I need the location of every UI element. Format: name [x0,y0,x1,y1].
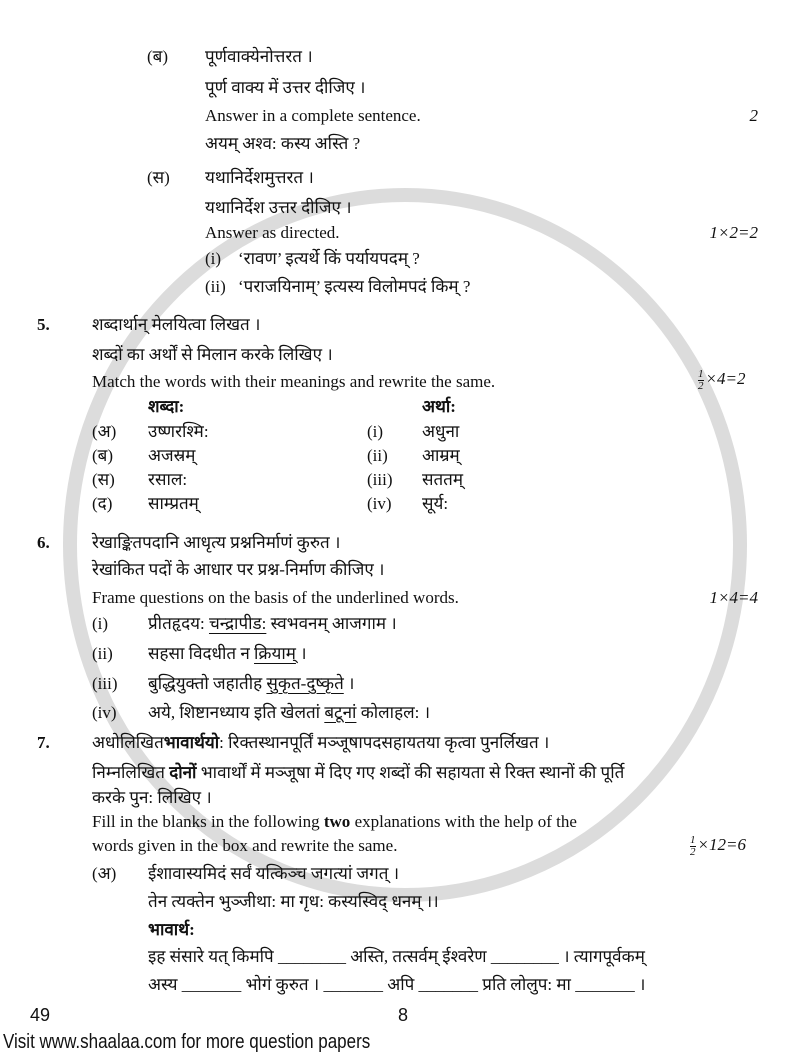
fraction-denominator: 2 [698,379,704,392]
q7-english-instruction [92,811,577,833]
q6-item-sentence [148,702,430,724]
q7a-label: (अ) [92,864,117,883]
q7-english-instruction-cont: words given in the box and rewrite the same. [92,836,398,855]
match-word: साम्प्रतम् [148,494,199,513]
q6-sanskrit-instruction: रेखाङ्कितपदानि आधृत्य प्रश्ननिर्माणं कुरुत । [92,533,341,552]
q5-number: 5. [37,315,50,334]
page-code: 49 [30,1005,51,1025]
bold-text: दोनों [169,763,197,782]
text: निम्नलिखित [92,763,170,782]
q4c-item-text: ‘रावण’ इत्यर्थे किं पर्यायपदम् ? [238,249,420,268]
q4c-marks: 1×2=2 [709,223,758,242]
page-number: 8 [398,1005,409,1025]
underlined-word: सुकृत-दुष्कृते [266,674,344,693]
sentence-text: सहसा विदधीत न [148,644,255,663]
q4b-sanskrit-instruction: पूर्णवाक्येनोत्तरत । [205,47,313,66]
text: भावार्थों में मञ्जूषा में दिए गए शब्दों की सहायता से रिक्त स्थानों की पूर्ति [196,763,625,782]
underlined-word: क्रियाम् [254,644,296,663]
q5-sanskrit-instruction: शब्दार्थान् मेलयित्वा लिखत । [92,315,261,334]
match-word: अजस्रम् [148,446,196,465]
sentence-text: बुद्धियुक्तो जहातीह [148,674,267,693]
text: : रिक्तस्थानपूर्तिं मञ्जूषापदसहायतया कृत्वा पुनर्लिखत । [219,733,550,752]
fraction-numerator: 1 [690,833,696,846]
marks-multiplier: ×4=2 [705,369,746,388]
match-roman: (iv) [367,494,392,513]
sentence-text: स्वभवनम् आजगाम । [266,614,397,633]
q6-number: 6. [37,533,50,552]
text: अधोलिखित [92,733,164,752]
q4b-label: (ब) [147,47,169,66]
q7-hindi-instruction-cont: करके पुन: लिखिए । [92,788,212,807]
marks-multiplier: ×12=6 [697,835,746,854]
q5-hindi-instruction: शब्दों का अर्थों से मिलान करके लिखिए । [92,345,333,364]
q4c-sanskrit-instruction: यथानिर्देशमुत्तरत । [205,168,314,187]
match-roman: (ii) [367,446,388,465]
match-roman: (i) [367,422,384,441]
match-meaning: आम्रम् [422,446,460,465]
fraction-numerator: 1 [698,367,704,380]
q6-item-num: (iii) [92,674,118,693]
q7-number: 7. [37,733,50,752]
q6-item-num: (ii) [92,644,113,663]
sentence-text: । [343,674,355,693]
footer-visit-link[interactable]: Visit www.shaalaa.com for more question papers [3,1031,371,1053]
q7-sanskrit-instruction [92,732,549,754]
match-roman: (iii) [367,470,393,489]
bold-text: भावार्थयो [163,733,220,752]
fraction [690,835,696,858]
text: explanations with the help of the [350,812,577,831]
q4b-english-instruction: Answer in a complete sentence. [205,106,421,125]
sentence-text: अये, शिष्टानध्याय इति खेलतां [148,703,325,722]
q4c-hindi-instruction: यथानिर्देश उत्तर दीजिए । [205,198,352,217]
q6-english-instruction: Frame questions on the basis of the underlined words. [92,588,459,607]
sentence-text: । [295,644,307,663]
q6-item-sentence [148,673,354,695]
sentence-text: प्रीतहृदय: [148,614,209,633]
q7a-paragraph-line: अस्य _______ भोगं कुरुत । _______ अपि _______ प्रति लोलुप: मा _______ । [148,975,646,994]
match-label: (ब) [92,446,114,465]
q5-meanings-header: अर्था: [422,397,456,416]
underlined-word: बटूनां [324,703,357,722]
bold-text: two [323,812,351,831]
match-label: (द) [92,494,113,513]
q4c-label: (स) [147,168,170,187]
q7-hindi-instruction [92,762,624,784]
q6-item-sentence [148,643,307,665]
match-label: (स) [92,470,115,489]
q7a-verse-line: ईशावास्यमिदं सर्वं यत्किञ्च जगत्यां जगत् । [148,864,400,883]
q6-marks: 1×4=4 [709,588,758,607]
q4c-item-num: (i) [205,249,222,268]
q4b-hindi-instruction: पूर्ण वाक्य में उत्तर दीजिए । [205,78,366,97]
q4c-english-instruction: Answer as directed. [205,223,340,242]
match-meaning: सततम् [422,470,464,489]
q5-words-header: शब्दा: [148,397,185,416]
underlined-word: चन्द्रापीड: [208,614,267,633]
q5-english-instruction: Match the words with their meanings and rewrite the same. [92,372,496,391]
q7a-verse-line: तेन त्यक्तेन भुञ्जीथा: मा गृध: कस्यस्विद् धनम् ।। [148,892,439,911]
q6-item-sentence [148,613,397,635]
sentence-text: कोलाहल: । [356,703,431,722]
q4c-item-text: ‘पराजयिनाम्’ इत्यस्य विलोमपदं किम् ? [238,277,471,296]
match-meaning: अधुना [422,422,460,441]
q6-item-num: (iv) [92,703,117,722]
fraction [698,369,704,392]
text: Fill in the blanks in the following [92,812,324,831]
q6-hindi-instruction: रेखांकित पदों के आधार पर प्रश्न-निर्माण कीजिए । [92,560,385,579]
q4b-marks: 2 [749,106,758,125]
q4c-item-num: (ii) [205,277,226,296]
q4b-question: अयम् अश्व: कस्य अस्ति ? [205,134,361,153]
fraction-denominator: 2 [690,845,696,858]
q5-marks [698,368,745,392]
q7a-bhavartha-heading: भावार्थ: [148,920,195,939]
q7-marks [690,834,746,858]
match-word: रसाल: [148,470,188,489]
match-word: उष्णरश्मि: [148,422,209,441]
match-meaning: सूर्य: [422,494,449,513]
q7a-paragraph-line: इह संसारे यत् किमपि ________ अस्ति, तत्सर्वम् ईश्वरेण ________ । त्यागपूर्वकम् [148,947,645,966]
match-label: (अ) [92,422,117,441]
q6-item-num: (i) [92,614,109,633]
